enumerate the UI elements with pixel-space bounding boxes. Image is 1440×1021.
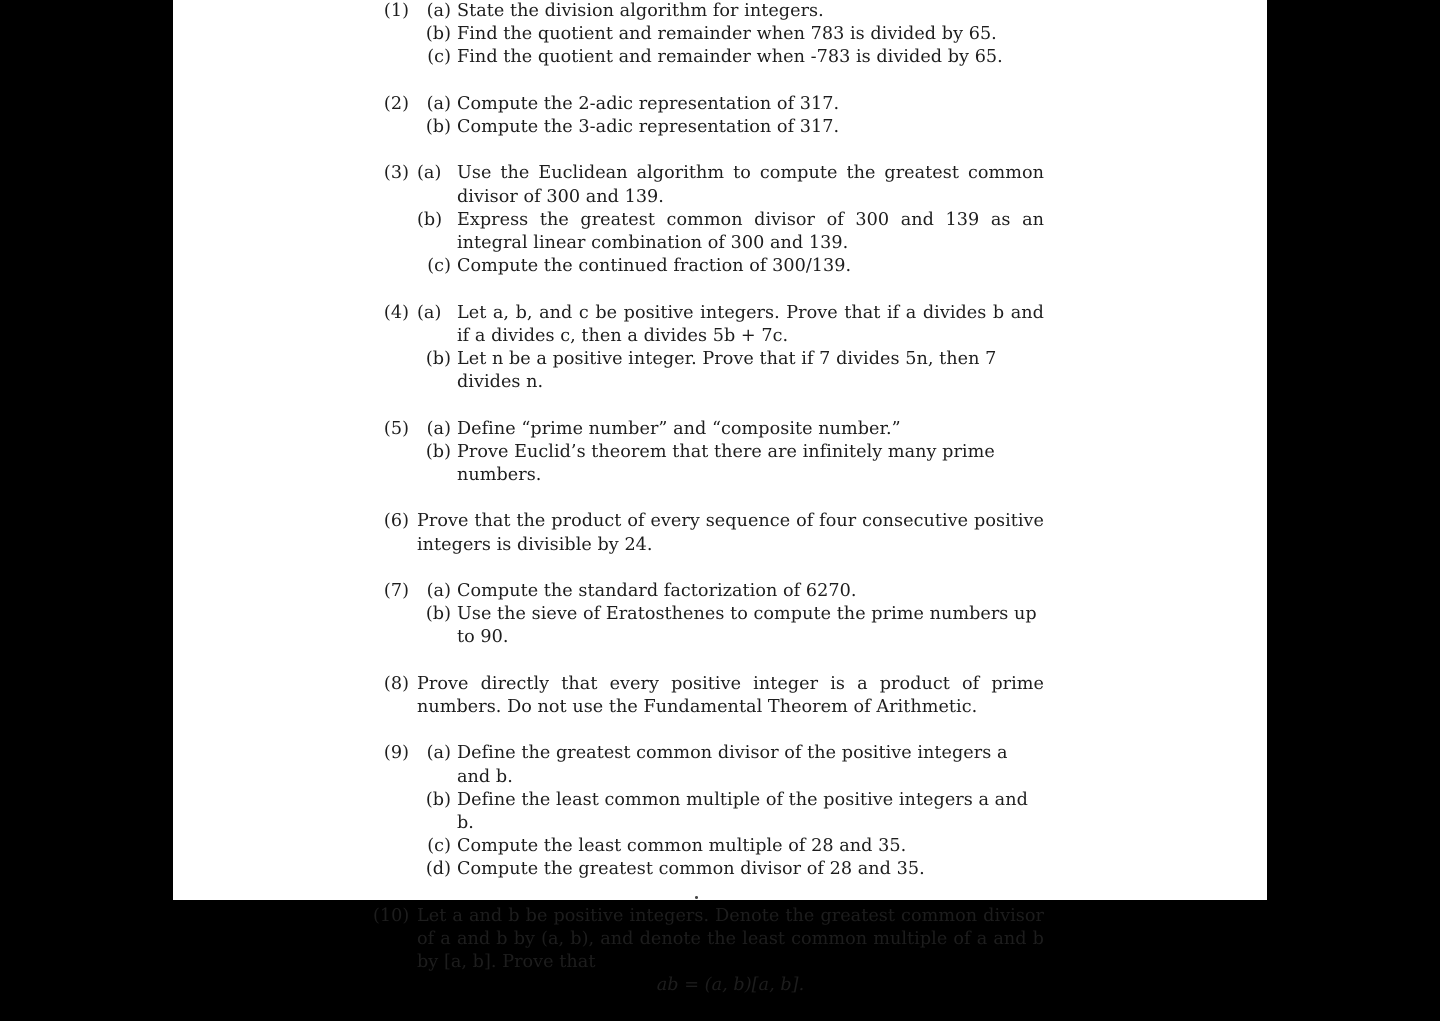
problem-part [417, 418, 1044, 441]
part-label: (b) [425, 604, 451, 625]
problem-part [417, 603, 1044, 649]
problem-number: (10) [373, 905, 410, 926]
part-label: (b) [425, 117, 451, 137]
problem-4 [373, 302, 1044, 395]
problem-7 [373, 580, 1044, 650]
problem-part [417, 46, 1044, 69]
part-text: Use the sieve of Eratosthenes to compute the prime numbers up to 90. [457, 604, 1037, 648]
part-label: (d) [425, 859, 451, 880]
part-text: Let a, b, and c be positive integers. Prove that if a divides b and if a divides c, then a divides 5b + 7c. [457, 302, 1044, 346]
part-label: (a) [426, 1, 451, 21]
part-text: Find the quotient and remainder when 783 is divided by 65. [457, 24, 997, 45]
part-text: Find the quotient and remainder when -783 is divided by 65. [457, 47, 1003, 68]
problem-3 [373, 162, 1044, 278]
part-text: Compute the standard factorization of 6270. [457, 580, 857, 601]
problem-part [417, 348, 1044, 394]
part-label: (b) [425, 349, 451, 369]
part-text: Compute the greatest common divisor of 28 and 35. [457, 859, 925, 880]
problem-2 [373, 93, 1044, 139]
problem-1 [373, 0, 1044, 70]
problem-part [417, 162, 1044, 208]
part-text: State the division algorithm for integers. [457, 1, 824, 21]
problem-number: (7) [383, 580, 409, 601]
part-label: (a) [426, 580, 451, 601]
part-label: (a) [417, 163, 442, 184]
part-text: Compute the 2-adic representation of 317. [457, 93, 840, 114]
problem-8 [373, 673, 1044, 719]
problem-part [417, 116, 1044, 139]
part-text: Express the greatest common divisor of 300 and 139 as an integral linear combination of 300 and 139. [457, 209, 1044, 253]
part-text: Define the least common multiple of the positive integers a and b. [457, 789, 1028, 833]
part-label: (a) [426, 93, 451, 114]
problem-text: Let a and b be positive integers. Denote the greatest common divisor of a and b by (a, b), and denote the least common multiple of a and b by [a, b]. Prove that [417, 905, 1044, 973]
problem-part [417, 742, 1044, 788]
part-label: (c) [427, 47, 451, 68]
part-label: (b) [425, 441, 451, 462]
part-label: (b) [417, 209, 443, 230]
problem-number: (1) [383, 1, 409, 21]
problem-part [417, 789, 1044, 835]
problem-part [417, 93, 1044, 116]
problem-5 [373, 418, 1044, 488]
part-label: (a) [426, 743, 451, 764]
problem-list [373, 0, 1044, 1021]
part-text: Compute the least common multiple of 28 and 35. [457, 836, 907, 857]
part-text: Use the Euclidean algorithm to compute the greatest common divisor of 300 and 139. [457, 163, 1044, 207]
problem-part [417, 255, 1044, 278]
problem-9 [373, 742, 1044, 881]
part-text: Compute the 3-adic representation of 317. [457, 117, 840, 137]
part-text: Prove Euclid’s theorem that there are infinitely many prime numbers. [457, 441, 995, 485]
part-label: (a) [417, 302, 442, 323]
document-page [173, 0, 1267, 996]
problem-part [417, 835, 1044, 858]
problem-part [417, 441, 1044, 487]
problem-6 [373, 510, 1044, 556]
problem-number: (2) [383, 93, 409, 114]
part-text: Compute the continued fraction of 300/139. [457, 256, 852, 277]
problem-number: (4) [383, 302, 409, 323]
problem-text: Prove that the product of every sequence of four consecutive positive integers is divisible by 24. [417, 511, 1044, 555]
part-label: (c) [427, 836, 451, 857]
display-equation: ab = (a, b)[a, b]. [656, 975, 805, 996]
problem-part [417, 0, 1044, 23]
problem-part [417, 23, 1044, 46]
problem-part [417, 209, 1044, 255]
part-label: (b) [425, 24, 451, 45]
problem-number: (6) [383, 511, 409, 532]
part-text: Define “prime number” and “composite number.” [457, 418, 901, 439]
part-text: Let n be a positive integer. Prove that if 7 divides 5n, then 7 divides n. [457, 349, 997, 393]
problem-text: Prove directly that every positive integer is a product of prime numbers. Do not use the Fundamental Theorem of Arithmetic. [417, 673, 1044, 717]
problem-part [417, 858, 1044, 881]
part-label: (c) [427, 256, 451, 277]
page-mark [695, 896, 698, 899]
part-label: (b) [425, 789, 451, 810]
problem-number: (9) [383, 743, 409, 764]
problem-part [417, 302, 1044, 348]
problem-number: (5) [383, 418, 409, 439]
problem-number: (8) [383, 673, 409, 694]
problem-number: (3) [383, 163, 409, 184]
problem-10 [373, 905, 1044, 998]
problem-part [417, 580, 1044, 603]
part-label: (a) [426, 418, 451, 439]
part-text: Define the greatest common divisor of the positive integers a and b. [457, 743, 1008, 787]
